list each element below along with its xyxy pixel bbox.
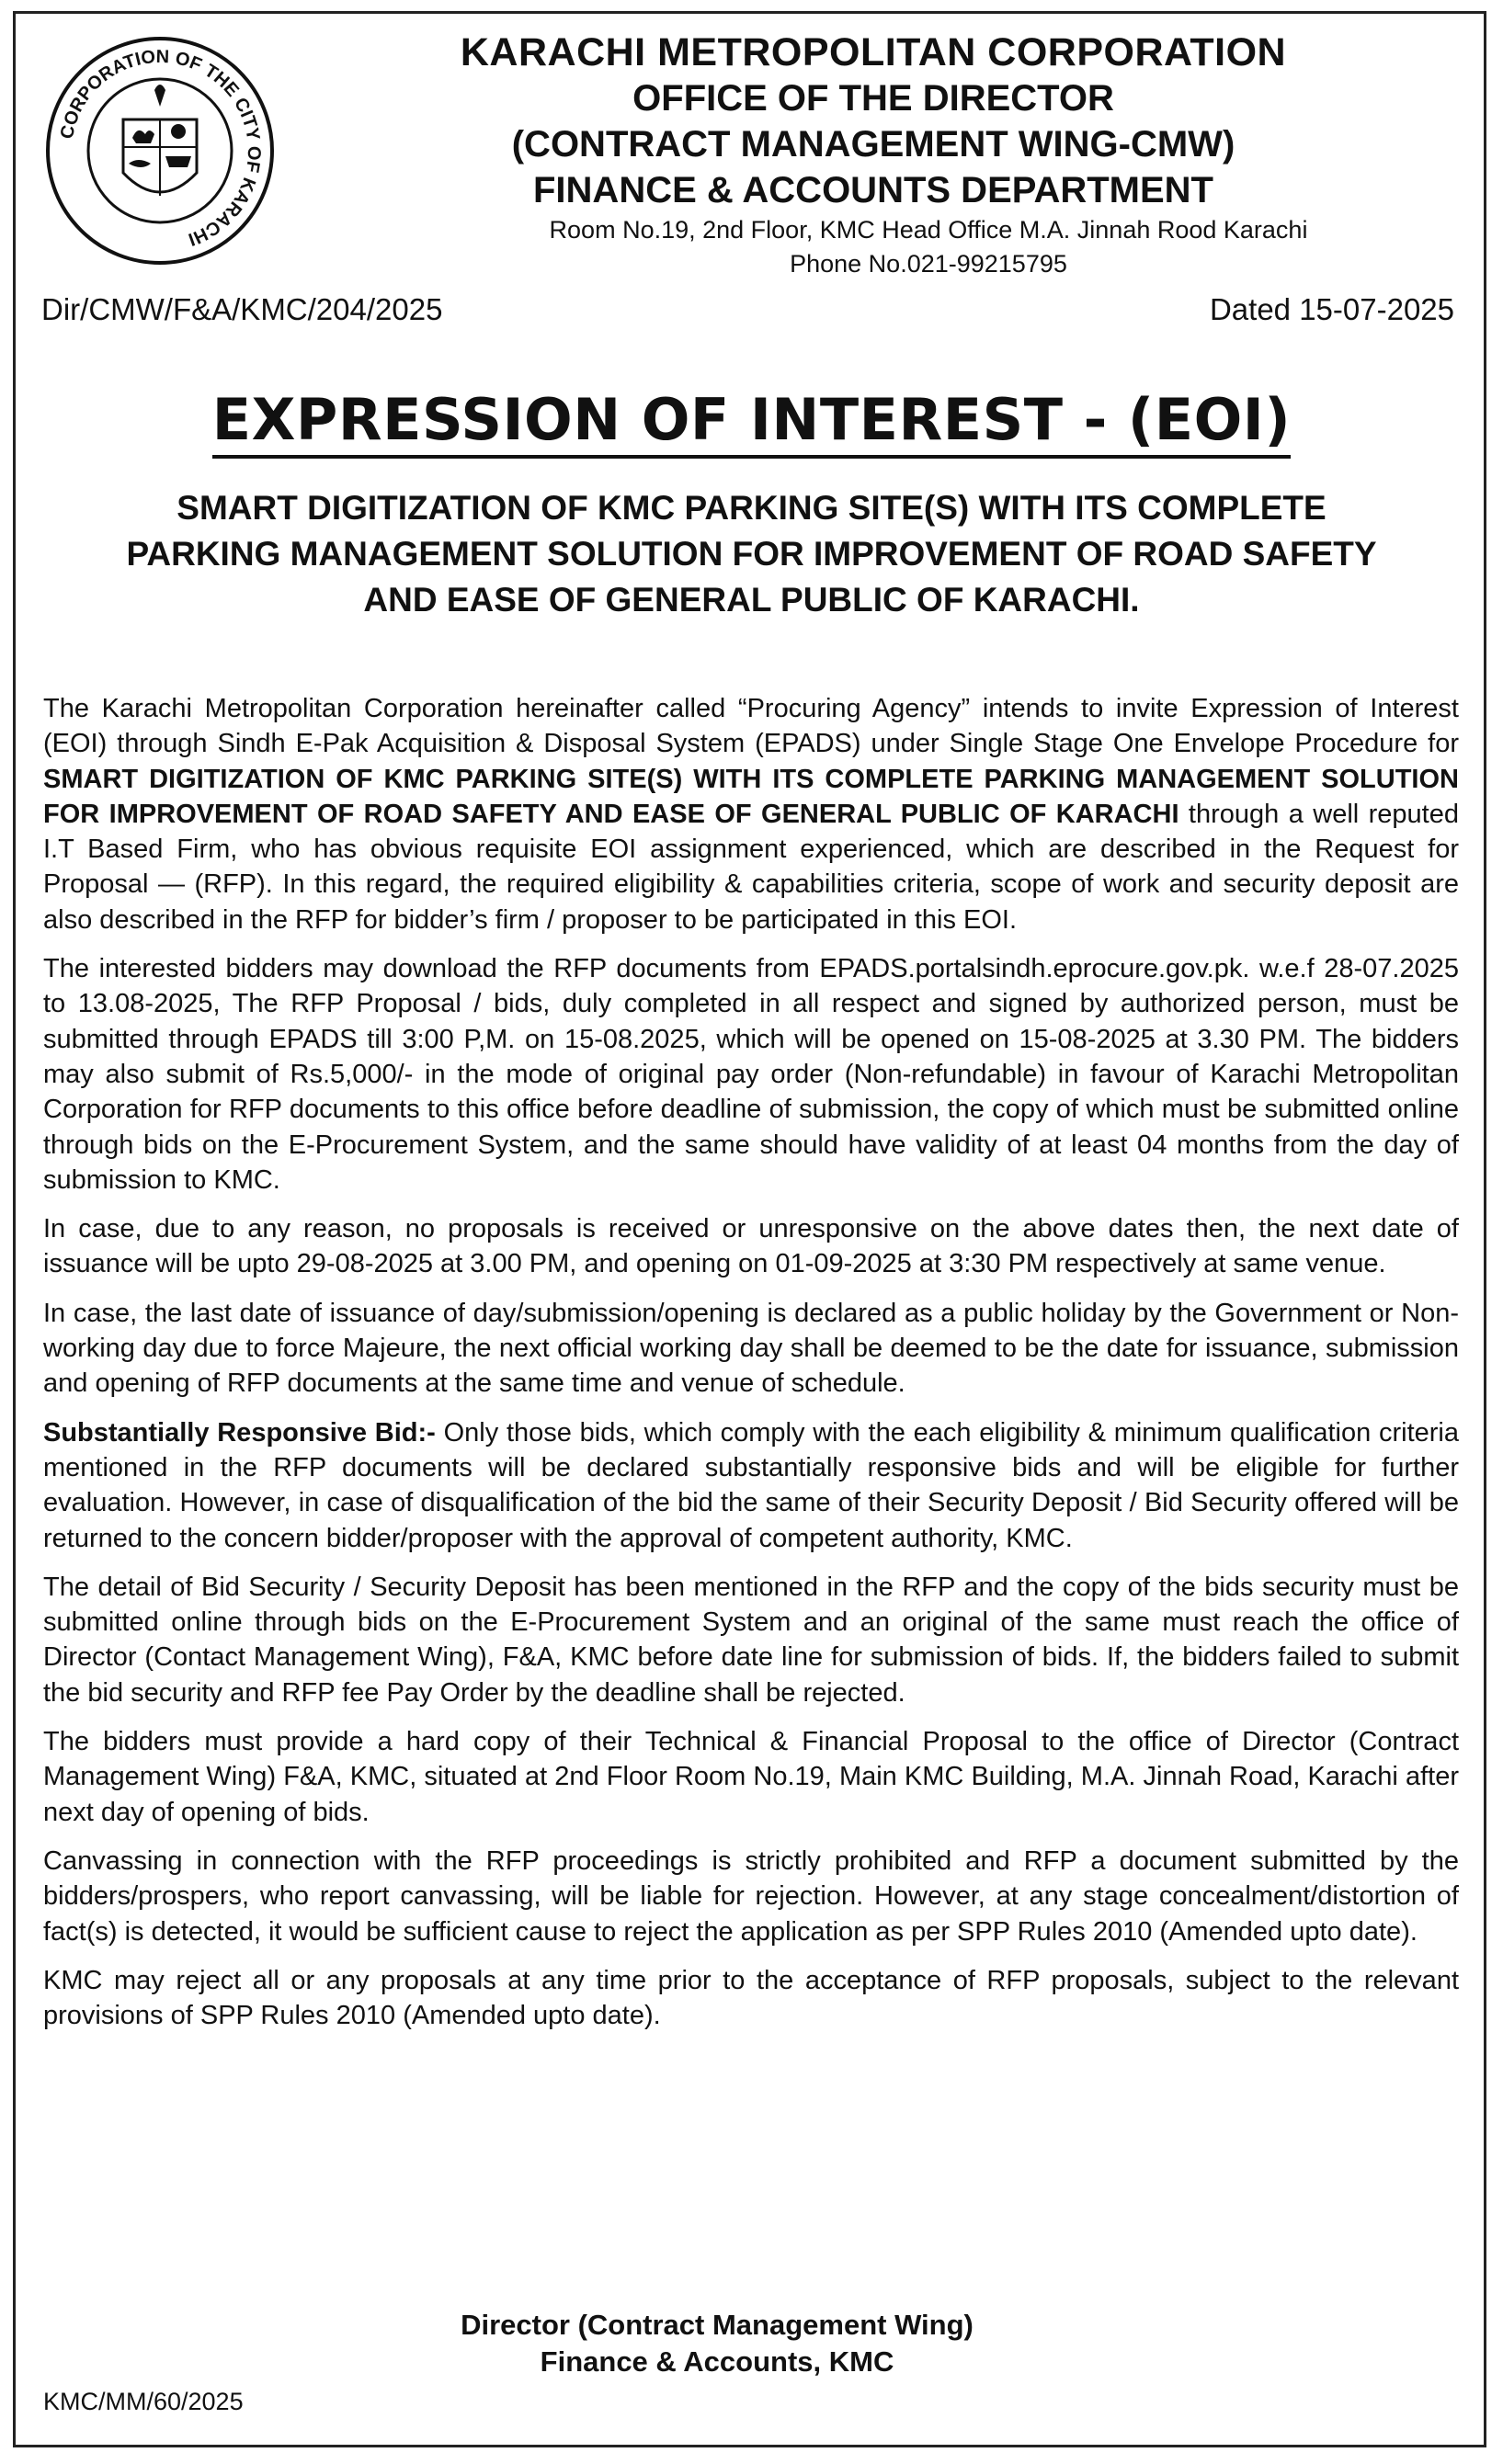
paragraph-no-proposals: In case, due to any reason, no proposals is received or unresponsive on the above dates then, the next date of issuance will be upto 29-08-2025 at 3.00 PM, and opening on 01-09-2025 at 3:30 PM respectively at same venue.	[43, 1214, 1459, 1279]
p1-text-a: The Karachi Metropolitan Corporation hereinafter called “Procuring Agency” intends to invite Expression of Interest (EOI) through Sindh E-Pak Acquisition & Disposal System (EPADS) under Single Stage One Envelope Procedure for	[43, 694, 1459, 759]
title-text: EXPRESSION OF INTEREST - (EOI)	[212, 386, 1291, 459]
dated-line: Dated 15-07-2025	[1209, 292, 1454, 326]
paragraph-bid-security: The detail of Bid Security / Security Deposit has been mentioned in the RFP and the copy of the bids security must be submitted online through bids on the E-Procurement System and an original of the same must reach the office of Director (Contact Management Wing), F&A, KMC before date line for submission of bids. If, the bidders failed to submit the bid security and RFP fee Pay Order by the deadline shall be rejected.	[43, 1572, 1459, 1708]
wing-line: (CONTRACT MANAGEMENT WING-CMW)	[511, 124, 1235, 165]
document-title	[0, 386, 1503, 453]
paragraph-responsive-bid	[43, 1415, 1459, 1556]
responsive-bid-text: Only those bids, which comply with the each eligibility & minimum qualification criteria mentioned in the RFP documents will be declared substantially responsive bids and will be eligible for further evaluation. However, in case of disqualification of the bid the same of their Security Deposit / Bid Security offered will be returned to the concern bidder/proposer with the approval of competent authority, KMC.	[43, 1417, 1459, 1553]
subject-heading: SMART DIGITIZATION OF KMC PARKING SITE(S) WITH ITS COMPLETE PARKING MANAGEMENT SOLUTION FOR IMPROVEMENT OF ROAD SAFETY AND EASE OF GENERAL PUBLIC OF KARACHI.	[126, 489, 1377, 619]
paragraph-canvassing: Canvassing in connection with the RFP proceedings is strictly prohibited and RFP a document submitted by the bidders/prospers, who report canvassing, will be liable for rejection. However, at any stage concealment/distortion of fact(s) is detected, it would be sufficient cause to reject the application as per SPP Rules 2010 (Amended upto date).	[43, 1845, 1459, 1947]
p1-bold-subject: SMART DIGITIZATION OF KMC PARKING SITE(S) WITH ITS COMPLETE PARKING MANAGEMENT SOLUTION FOR IMPROVEMENT OF ROAD SAFETY AND EASE OF GENERAL PUBLIC OF KARACHI	[43, 764, 1459, 829]
kmc-seal-logo	[44, 35, 276, 267]
signatory-dept: Finance & Accounts, KMC	[540, 2345, 894, 2378]
letterhead	[303, 29, 1443, 281]
svg-text:CORPORATION OF THE CITY OF KAR: CORPORATION OF THE CITY OF KARACHI	[56, 46, 265, 250]
org-name: KARACHI METROPOLITAN CORPORATION	[460, 30, 1287, 74]
paragraph-intro	[43, 691, 1459, 937]
footer-code: KMC/MM/60/2025	[43, 2388, 244, 2415]
paragraph-download: The interested bidders may download the RFP documents from EPADS.portalsindh.eprocure.gov.pk. w.e.f 28-07.2025 to 13.08-2025, The RFP Proposal / bids, duly completed in all respect and signed by authorized person, must be submitted through EPADS till 3:00 P,M. on 15-08.2025, which will be opened on 15-08-2025 at 3.30 PM. The bidders may also submit of Rs.5,000/- in the mode of original pay order (Non-refundable) in favour of Karachi Metropolitan Corporation for RFP documents to this office before deadline of submission, the copy of which must be submitted online through bids on the E-Procurement System, and the same should have validity of at least 04 months from the day of submission to KMC.	[43, 954, 1459, 1195]
reference-number: Dir/CMW/F&A/KMC/204/2025	[41, 292, 443, 326]
phone-line: Phone No.021-99215795	[790, 250, 1067, 278]
paragraph-reject: KMC may reject all or any proposals at any time prior to the acceptance of RFP proposals, subject to the relevant provisions of SPP Rules 2010 (Amended upto date).	[43, 1965, 1459, 2031]
signatory-title: Director (Contract Management Wing)	[461, 2309, 974, 2341]
department-line: FINANCE & ACCOUNTS DEPARTMENT	[533, 170, 1213, 210]
address-line: Room No.19, 2nd Floor, KMC Head Office M.A. Jinnah Rood Karachi	[549, 216, 1308, 244]
paragraph-holiday: In case, the last date of issuance of day/submission/opening is declared as a public holiday by the Government or Non-working day due to force Majeure, the next official working day shall be deemed to be the date for issuance, submission and opening of RFP documents at the same time and venue of schedule.	[43, 1298, 1459, 1399]
notice-body	[43, 691, 1459, 2047]
p1-text-b: through a well reputed I.T Based Firm, who has obvious requisite EOI assignment experienced, which are described in the Request for Proposal — (RFP). In this regard, the required eligibility & capabilities criteria, scope of work and security deposit are also described in the RFP for bidder’s firm / proposer to be participated in this EOI.	[43, 799, 1459, 935]
signature-block	[349, 2307, 1085, 2380]
paragraph-hard-copy: The bidders must provide a hard copy of their Technical & Financial Proposal to the office of Director (Contract Management Wing) F&A, KMC, situated at 2nd Floor Room No.19, Main KMC Building, M.A. Jinnah Road, Karachi after next day of opening of bids.	[43, 1727, 1459, 1827]
responsive-bid-label: Substantially Responsive Bid:-	[43, 1417, 436, 1448]
office-line: OFFICE OF THE DIRECTOR	[632, 78, 1114, 119]
